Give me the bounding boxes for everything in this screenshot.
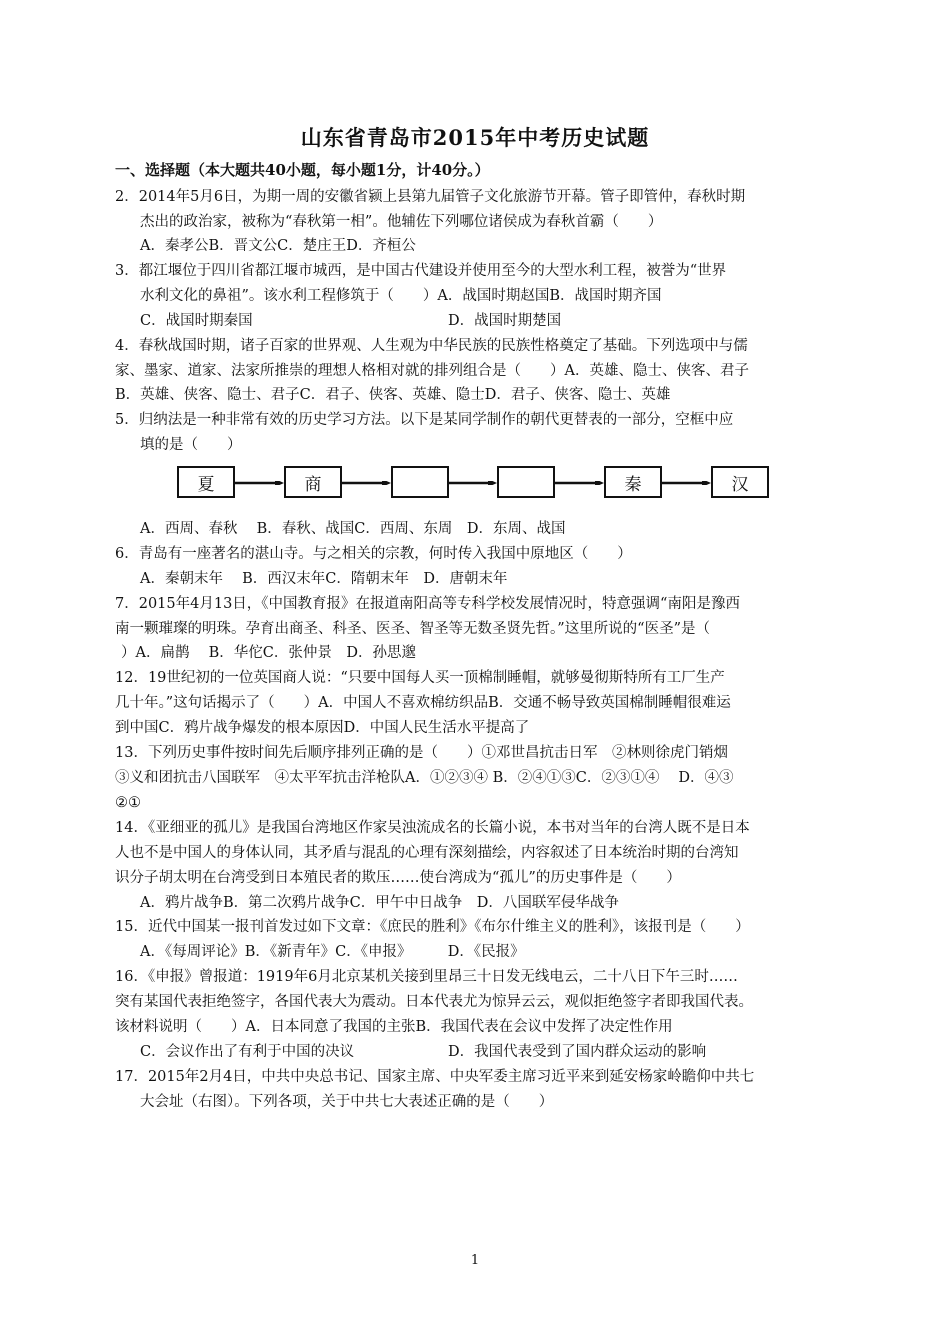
arrow-icon xyxy=(342,481,391,485)
question-line: 15．近代中国某一报刊首发过如下文章：《庶民的胜利》《布尔什维主义的胜利》，该报刊是（ ） xyxy=(115,919,750,935)
flow-box-blank xyxy=(497,466,555,498)
answer-option-d: D．战国时期楚国 xyxy=(448,313,562,329)
question-line: 几十年。”这句话揭示了（ ）A．中国人不喜欢棉纺织品B．交通不畅导致英国棉制睡帽很难运 xyxy=(115,695,731,711)
question-line: 4．春秋战国时期，诸子百家的世界观、人生观为中华民族的民族性格奠定了基础。下列选项中与儒 xyxy=(115,338,748,354)
answer-options: B．英雄、侠客、隐士、君子C．君子、侠客、英雄、隐士D．君子、侠客、隐士、英雄 xyxy=(115,387,671,403)
question-line: 12．19世纪初的一位英国商人说：“只要中国每人买一顶棉制睡帽，就够曼彻斯特所有工厂生产 xyxy=(115,670,725,686)
dynasty-flowchart xyxy=(177,466,771,502)
answer-option-d: D．我国代表受到了国内群众运动的影响 xyxy=(448,1044,707,1060)
question-line: ②① xyxy=(115,795,141,811)
question-line: 家、墨家、道家、法家所推崇的理想人格相对就的排列组合是（ ）A．英雄、隐士、侠客、君子 xyxy=(115,363,749,379)
flow-box-blank xyxy=(391,466,449,498)
question-line: 14．《亚细亚的孤儿》是我国台湾地区作家吴浊流成名的长篇小说，本书对当年的台湾人既不是日本 xyxy=(115,820,750,836)
flow-box: 夏 xyxy=(177,466,235,498)
question-line: ③义和团抗击八国联军 ④太平军抗击洋枪队A．①②③④ B．②④①③C．②③①④ D．④③ xyxy=(115,770,734,786)
question-line: 13．下列历史事件按时间先后顺序排列正确的是（ ）①邓世昌抗击日军 ②林则徐虎门销烟 xyxy=(115,745,728,761)
question-line: 填的是（ ） xyxy=(140,437,242,453)
question-line: 6．青岛有一座著名的湛山寺。与之相关的宗教，何时传入我国中原地区（ ） xyxy=(115,546,632,562)
question-line: 突有某国代表拒绝签字，各国代表大为震动。日本代表尤为惊异云云，观似拒绝签字者即我国代表。 xyxy=(115,994,753,1010)
question-line: 识分子胡太明在台湾受到日本殖民者的欺压……使台湾成为“孤儿”的历史事件是（ ） xyxy=(115,870,681,886)
answer-options: A．《每周评论》B．《新青年》C．《申报》 D．《民报》 xyxy=(140,944,525,960)
answer-options: A．西周、春秋 B．春秋、战国C．西周、东周 D．东周、战国 xyxy=(140,521,566,537)
question-line: 7．2015年4月13日，《中国教育报》在报道南阳高等专科学校发展情况时，特意强调“南阳是豫西 xyxy=(115,596,740,612)
question-line: 17．2015年2月4日，中共中央总书记、国家主席、中央军委主席习近平来到延安杨家岭瞻仰中共七 xyxy=(115,1069,755,1085)
arrow-icon xyxy=(555,481,604,485)
flow-box: 汉 xyxy=(711,466,769,498)
answer-options: A．秦朝末年 B．西汉末年C．隋朝末年 D．唐朝末年 xyxy=(140,571,508,587)
question-line: 3．都江堰位于四川省都江堰市城西，是中国古代建设并使用至今的大型水利工程，被誉为“世界 xyxy=(115,263,727,279)
answer-options: ）A．扁鹊 B．华佗C．张仲景 D．孙思邈 xyxy=(121,645,416,661)
question-line: 杰出的政治家，被称为“春秋第一相”。他辅佐下列哪位诸侯成为春秋首霸（ ） xyxy=(140,214,663,230)
flow-box: 秦 xyxy=(604,466,662,498)
question-line: 人也不是中国人的身体认同，其矛盾与混乱的心理有深刻描绘，内容叙述了日本统治时期的台湾知 xyxy=(115,845,739,861)
flow-box: 商 xyxy=(284,466,342,498)
answer-option-c: C．战国时期秦国 xyxy=(140,313,253,329)
arrow-icon xyxy=(235,481,284,485)
question-line: 大会址（右图）。下列各项，关于中共七大表述正确的是（ ） xyxy=(140,1094,554,1110)
question-line: 该材料说明（ ）A．日本同意了我国的主张B．我国代表在会议中发挥了决定性作用 xyxy=(115,1019,673,1035)
question-line: 16．《申报》曾报道：1919年6月北京某机关接到里昂三十日发无线电云，二十八日下午三时…… xyxy=(115,969,738,985)
question-line: 南一颗璀璨的明珠。孕育出商圣、科圣、医圣、智圣等无数圣贤先哲。”这里所说的“医圣”是（ xyxy=(115,621,710,637)
answer-options: A．鸦片战争B．第二次鸦片战争C．甲午中日战争 D．八国联军侵华战争 xyxy=(140,895,619,911)
page-number: 1 xyxy=(470,1253,480,1268)
question-line: 5．归纳法是一种非常有效的历史学习方法。以下是某同学制作的朝代更替表的一部分，空框中应 xyxy=(115,412,734,428)
section-heading: 一、选择题（本大题共40小题，每小题1分，计40分。） xyxy=(115,161,490,179)
arrow-icon xyxy=(449,481,497,485)
question-line: 水利文化的鼻祖”。该水利工程修筑于（ ）A．战国时期赵国B．战国时期齐国 xyxy=(140,288,662,304)
page-title: 山东省青岛市2015年中考历史试题 xyxy=(300,125,650,150)
arrow-icon xyxy=(662,481,711,485)
question-line: 到中国C．鸦片战争爆发的根本原因D．中国人民生活水平提高了 xyxy=(115,720,530,736)
question-line: 2．2014年5月6日，为期一周的安徽省颍上县第九届管子文化旅游节开幕。管子即管仲，春秋时期 xyxy=(115,189,746,205)
answer-options: A．秦孝公B．晋文公C．楚庄王D．齐桓公 xyxy=(140,238,416,254)
answer-option-c: C．会议作出了有利于中国的决议 xyxy=(140,1044,355,1060)
